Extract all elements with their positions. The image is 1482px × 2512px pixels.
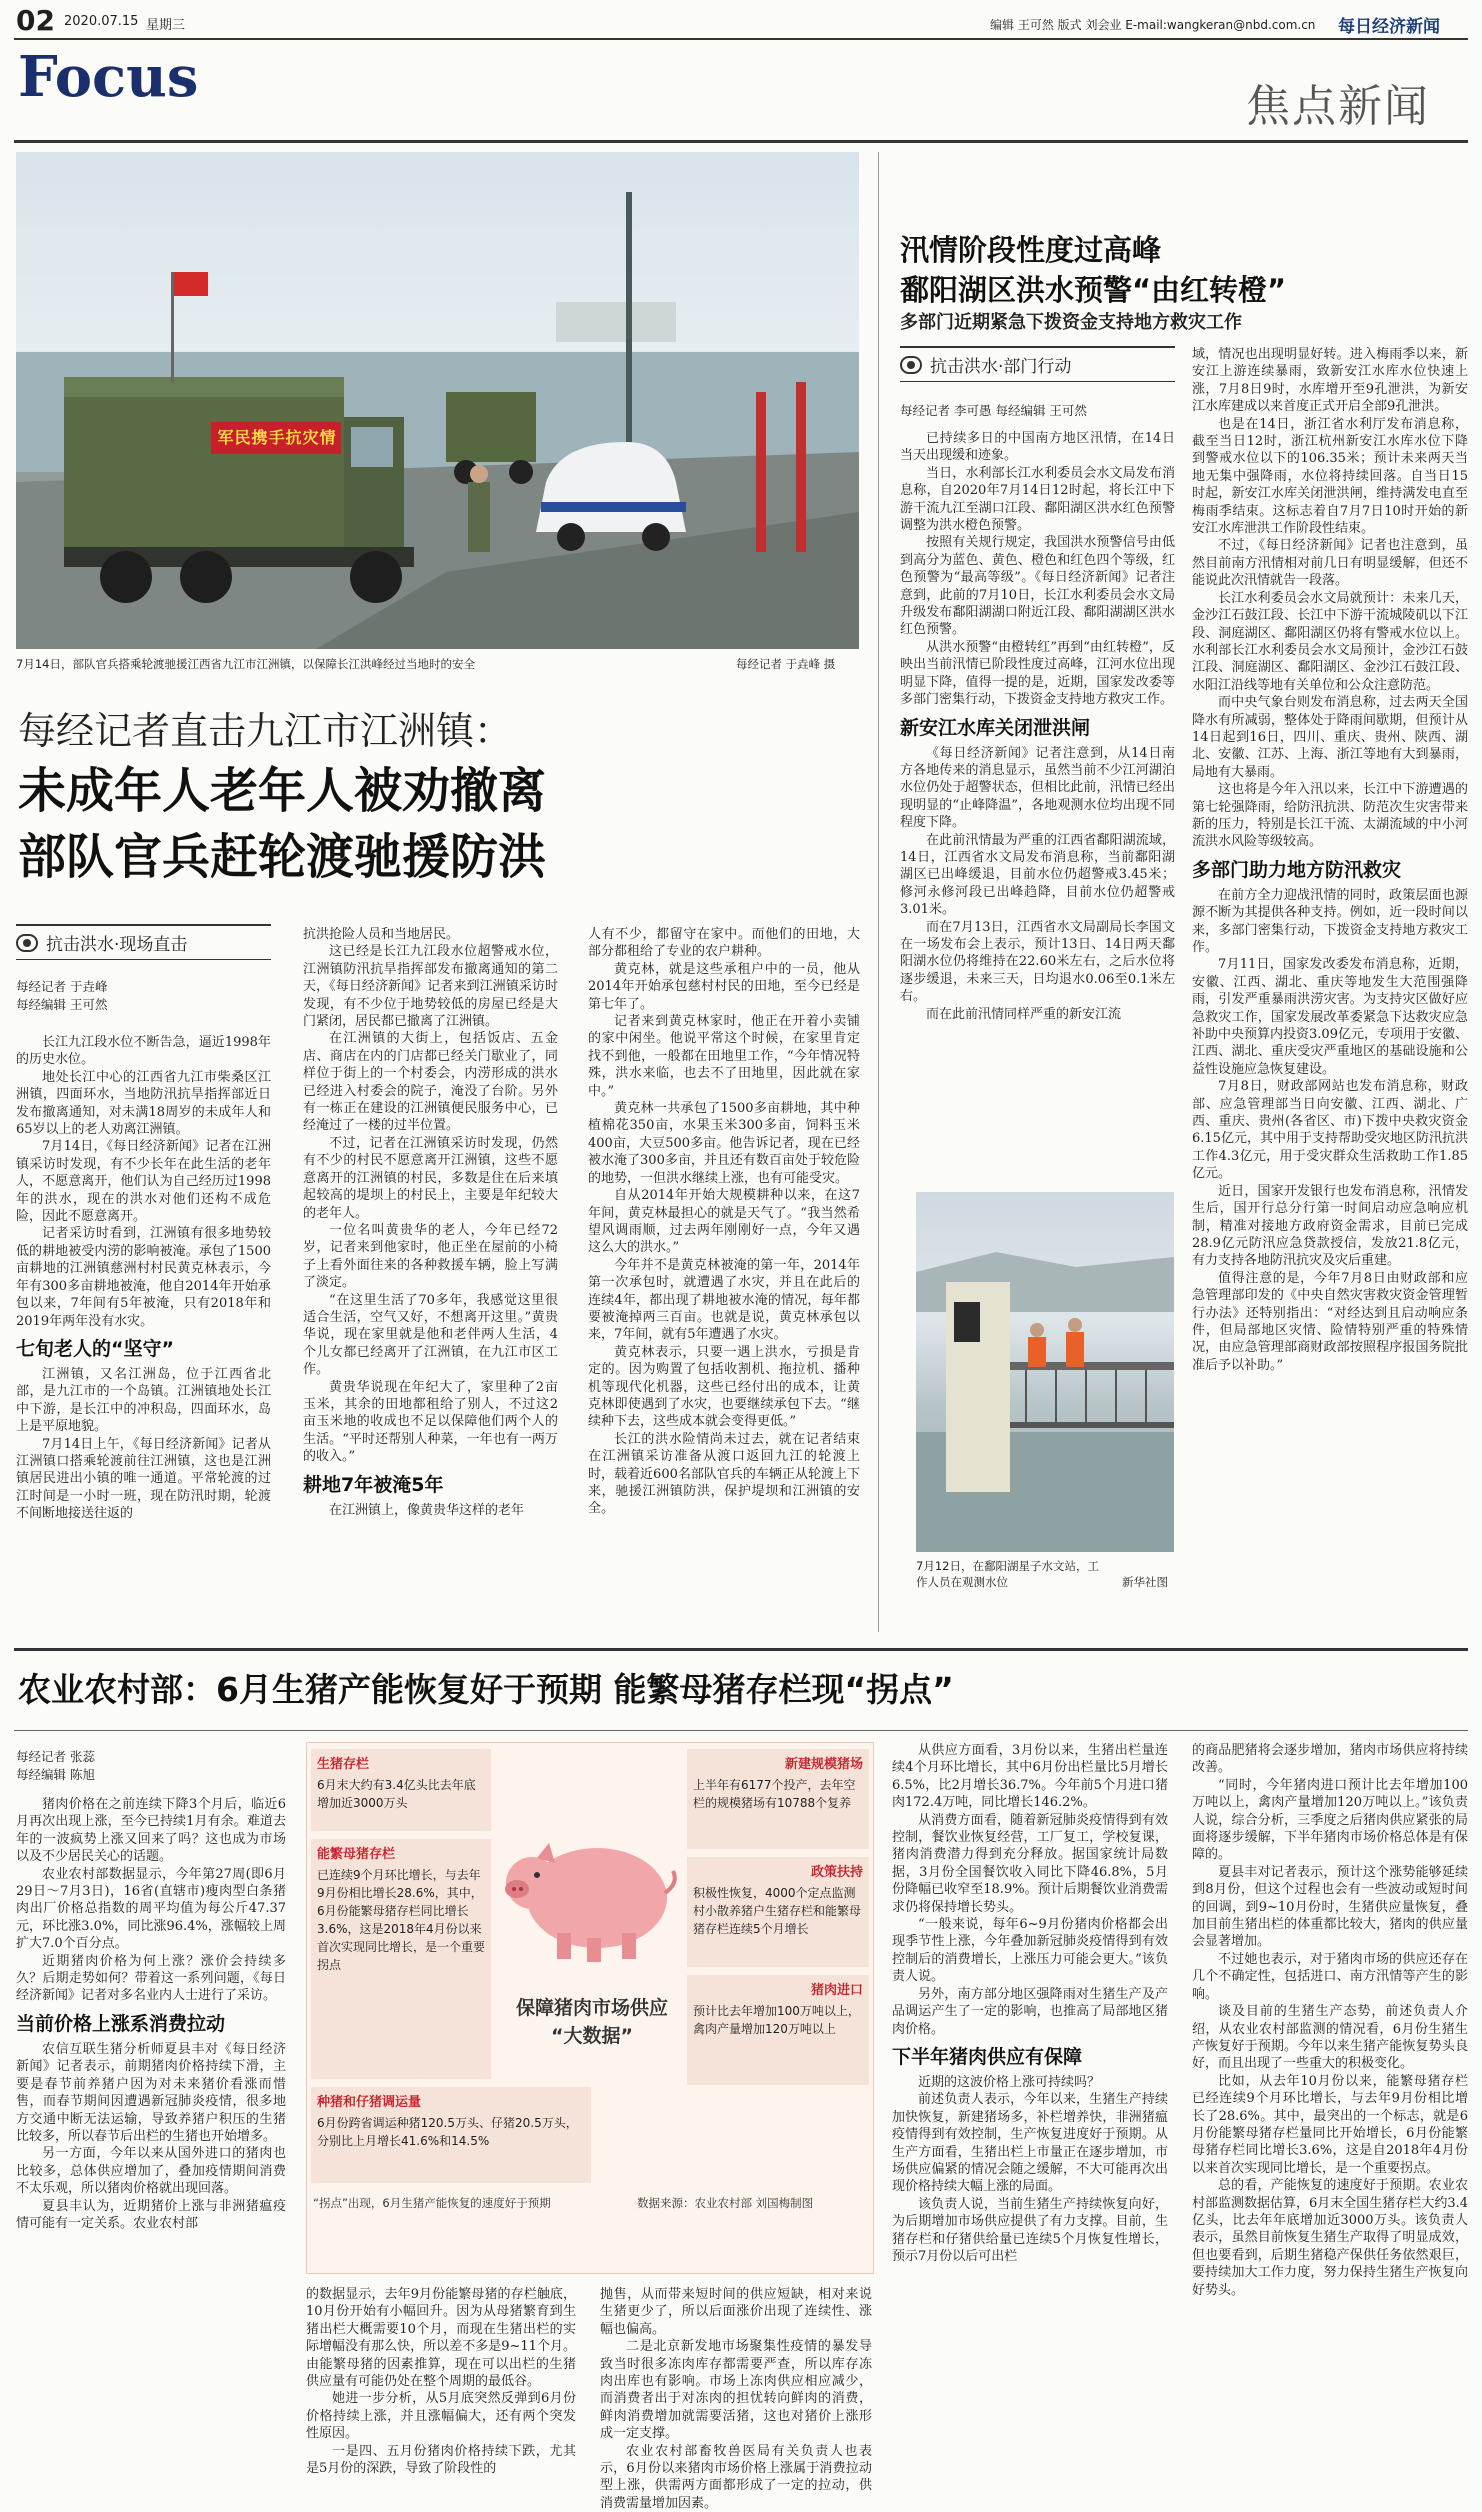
pig-infographic xyxy=(306,1742,874,2274)
paragraph: “同时，今年猪肉进口预计比去年增加100万吨以上，禽肉产量增加120万吨以上。”该负责人说，综合分析，三季度之后猪肉供应紧张的局面将逐步缓解，下半年猪肉市场价格总体是有保障的。 xyxy=(1192,1777,1468,1863)
box-inventory xyxy=(311,1749,491,1831)
paragraph: 不过，记者在江洲镇采访时发现，仍然有不少的村民不愿意离开江洲镇，这些不愿意离开的江洲镇的村民，多数是住在后来填起较高的堤坝上的村民上，主要是年纪较大的老年人。 xyxy=(303,1135,558,1221)
paragraph: 抛售，从而带来短时间的供应短缺，相对来说生猪更少了，所以后面涨价出现了连续性、涨幅也偏高。 xyxy=(600,2287,872,2337)
paragraph: 7月11日，国家发改委发布消息称，近期，安徽、江西、湖北、重庆等地发生大范围强降雨，引发严重暴雨洪涝灾害。为支持灾区做好应急救灾工作，国家发展改革委紧急下达救灾应急补助中央预算内投资3.09亿元，专项用于安徽、江西、湖北、重庆受灾严重地区的基础设施和公益性设施应急恢复建设。 xyxy=(1192,957,1468,1077)
paragraph: 值得注意的是，今年7月8日由财政部和应急管理部印发的《中央自然灾害救灾资金管理暂行办法》还特别指出：“对经达到且启动响应条件，但局部地区灾情、险情特别严重的特殊情况，由应急管理部商财政部按照程序报国务院批准后予以补助。” xyxy=(1192,1270,1468,1373)
subhead-consumption: 当前价格上涨系消费拉动 xyxy=(16,2012,226,2035)
right-photo-credit: 新华社图 xyxy=(1122,1575,1168,1589)
ferry-truck-illustration xyxy=(16,152,859,649)
paragraph: 该负责人说，当前生猪生产持续恢复向好，为后期增加市场供应提供了有力支撑。目前，生猪存栏和仔猪供给量已连续5个月恢复性增长，预示7月份以后可出栏 xyxy=(892,2196,1168,2264)
paragraph: 总的看，产能恢复的速度好于预期。农业农村部监测数据估算，6月末全国生猪存栏大约3.4亿头，比去年年底增加近3000万头。该负责人表示，虽然目前恢复生猪生产取得了明显成效，但也要看到，后期生猪稳产保供任务依然艰巨，要持续加大工作力度，努力保持生猪生产恢复向好势头。 xyxy=(1192,2178,1468,2298)
box-title: 种猪和仔猪调运量 xyxy=(317,2095,422,2110)
paragraph: 这也将是今年入汛以来，长江中下游遭遇的第七轮强降雨，给防汛抗洪、防范次生灾害带来新的压力，特别是长江干流、太湖流域的中小河流洪水风险等级较高。 xyxy=(1192,782,1468,850)
paragraph: 谈及目前的生猪生产态势，前述负责人介绍，从农业农村部监测的情况看，6月份生猪生产恢复好于预期。今年以来生猪产能恢复势头良好，而且出现了一些重大的积极变化。 xyxy=(1192,2004,1468,2072)
paragraph: 一位名叫黄贵华的老人，今年已经72岁，记者来到他家时，他正坐在屋前的小椅子上看外面往来的各种救援车辆，脸上写满了淡定。 xyxy=(303,1222,558,1291)
bottom-column-1 xyxy=(16,1796,286,2444)
box-title: 新建规模猪场 xyxy=(784,1757,863,1772)
paragraph: 而中央气象台则发布消息称，过去两天全国降水有所减弱，整体处于降雨间歇期，但预计从14日起到16日，四川、重庆、贵州、陕西、湖北、安徽、江苏、上海、浙江等地有大到暴雨，局地有大暴雨。 xyxy=(1192,695,1468,780)
paragraph: 人有不少，都留守在家中。而他们的田地，大部分都租给了专业的农户耕种。 xyxy=(588,927,860,960)
bottom-column-3 xyxy=(600,2286,872,2511)
truck-banner: 军民携手抗灾情 xyxy=(217,428,337,447)
paragraph: 记者来到黄克林家时，他正在开着小卖铺的家中闲坐。他说平常这个时候，在家里肯定找不到他，一般都在田地里工作，“今年情况特殊，洪水来临，也去不了田地里，因此就在家中。” xyxy=(588,1014,860,1099)
paragraph: 7月14日，《每日经济新闻》记者在江洲镇采访时发现，有不少长年在此生活的老年人，不愿意离开，他们认为自己经历过1998年的洪水，现在的洪水对他们还构不成危险，因此不愿意离开。 xyxy=(16,1139,271,1225)
editor-line: 每经编辑 王可然 xyxy=(16,997,108,1012)
infographic-footnote: “拐点”出现，6月生猪产能恢复的速度好于预期 xyxy=(313,2196,551,2210)
page-number: 02 xyxy=(16,4,55,37)
paragraph: 夏县丰认为，近期猪价上涨与非洲猪瘟疫情可能有一定关系。农业农村部 xyxy=(16,2198,286,2231)
paragraph: 夏县丰对记者表示，预计这个涨势能够延续到8月份，但这个过程也会有一些波动或短时间的回调，到9~10月份时，生猪供应量恢复，叠加目前生猪出栏的体重都比较大，猪肉的供应量会显著增加。 xyxy=(1192,1864,1468,1950)
top-photo-credit: 每经记者 于垚峰 摄 xyxy=(736,657,836,671)
paragraph: 近期的这波价格上涨可持续吗？ xyxy=(918,2074,1101,2090)
paragraph: 猪肉价格在之前连续下降3个月后，临近6月再次出现上涨，至今已持续1月有余。难道去年的一波疯势上涨又回来了吗？这也成为市场以及不少居民关心的话题。 xyxy=(16,1797,286,1865)
lead-byline xyxy=(16,978,107,1014)
paragraph: 当日，水利部长江水利委员会水文局发布消息称，自2020年7月14日12时起，将长江中下游干流九江至湖口江段、鄱阳湖区洪水红色预警调整为洪水橙色预警。 xyxy=(900,465,1175,534)
paragraph: 抗洪抢险人员和当地居民。 xyxy=(303,927,460,942)
paragraph: 不过，《每日经济新闻》记者也注意到，虽然目前南方汛情相对前几日有明显缓解，但还不能说此次汛情就告一段落。 xyxy=(1192,538,1468,589)
paragraph: 黄克林表示，只要一遇上洪水，亏损是肯定的。因为购置了包括收割机、拖拉机、播种机等现代化机器，这些已经付出的成本，让黄克林即使遇到了水灾，也要继续承包下去。“继续种下去，这些成本就会变得更低。” xyxy=(588,1344,860,1430)
paragraph: 比如，从去年10月份以来，能繁母猪存栏已经连续9个月环比增长，与去年9月份相比增长了28.6%。其中，最突出的一个标志，就是6月份能繁母猪存栏量同比开始增长，6月份能繁母猪存栏同比增长3.6%，这是自2018年4月份以来首次实现同比增长，是一个重要拐点。 xyxy=(1192,2073,1468,2176)
paragraph: 另一方面，今年以来从国外进口的猪肉也比较多，总体供应增加了，叠加疫情期间消费不太乐观，所以猪肉价格就出现回落。 xyxy=(16,2146,286,2197)
worker-2 xyxy=(1066,1318,1084,1367)
lead-headline-1: 未成年人老年人被劝撤离 xyxy=(18,763,547,819)
subhead-supply: 下半年猪肉供应有保障 xyxy=(892,2045,1083,2068)
box-text: 6月末大约有3.4亿头比去年底增加近3000万头 xyxy=(317,1778,476,1810)
lead-column-3 xyxy=(588,926,860,1630)
bottom-column-4 xyxy=(892,1742,1168,2444)
paragraph: 江洲镇，又名江洲岛，位于江西省北部，是九江市的一个岛镇。江洲镇地处长江中下游，是长江中的冲积岛，四面环水，岛上是平原地貌。 xyxy=(16,1366,271,1435)
right-tag: 抗击洪水·部门行动 xyxy=(930,357,1072,377)
box-imports xyxy=(687,1975,869,2085)
bottom-byline xyxy=(16,1748,95,1784)
lead-tag: 抗击洪水·现场直击 xyxy=(46,935,188,955)
paragraph: 而在此前汛情同样严重的新安江流 xyxy=(926,1006,1122,1022)
paragraph: 的商品肥猪将会逐步增加，猪肉市场供应将持续改善。 xyxy=(1192,1743,1468,1776)
right-subtitle: 多部门近期紧急下拨资金支持地方救灾工作 xyxy=(900,312,1242,333)
box-sows xyxy=(311,1839,491,2079)
paragraph: 另外，南方部分地区强降雨对生猪生产及产品调运产生了一定的影响，也推高了局部地区猪肉价格。 xyxy=(892,1986,1168,2037)
paragraph: 今年并不是黄克林被淹的第一年，2014年第一次承包时，就遭遇了水灾，并且在此后的连续4年，都出现了耕地被水淹的情况，每年都要被淹掉两三百亩。也就是说，黄克林承包以来，7年间，就有5年遭遇了水灾。 xyxy=(588,1257,860,1343)
right-headline-2: 鄱阳湖区洪水预警“由红转橙” xyxy=(900,273,1287,307)
paragraph: 已持续多日的中国南方地区汛情，在14日当天出现缓和迹象。 xyxy=(900,431,1175,464)
right-headline-1: 汛情阶段性度过高峰 xyxy=(900,233,1162,267)
paragraph: 从消费方面看，随着新冠肺炎疫情得到有效控制，餐饮业恢复经营，工厂复工，学校复课，猪肉消费潜力得到充分释放。据国家统计局数据，3月份全国餐饮收入同比下降46.8%，5月份降幅已收窄至18.9%。预计后期餐饮业消费需求仍将保持增长势头。 xyxy=(892,1812,1168,1915)
paragraph: 在江洲镇的大街上，包括饭店、五金店、商店在内的门店都已经关门歇业了，同样位于街上的一个村委会，内涝形成的洪水已经进入村委会的院子，淹没了台阶。另外有一栋正在建设的江洲镇便民服务中心，已经淹过了一楼的过半位置。 xyxy=(303,1031,558,1134)
paragraph: 前述负责人表示，今年以来，生猪生产持续加快恢复，新建猪场多，补栏增养快，非洲猪瘟疫情得到有效控制，生产恢复进度好于预期。从生产方面看，生猪出栏上市量正在逐步增加，市场供应偏紧的情况会随之缓解，不大可能再次出现价格持续大幅上涨的局面。 xyxy=(892,2092,1168,2195)
paragraph: 在江洲镇上，像黄贵华这样的老年 xyxy=(329,1502,525,1518)
top-photo-caption: 7月14日，部队官兵搭乘轮渡驰援江西省九江市江洲镇，以保障长江洪峰经过当地时的安全 xyxy=(16,657,475,671)
soldier xyxy=(468,465,490,552)
paragraph: 自从2014年开始大规模耕种以来，在这7年间，黄克林最担心的就是天气了。“我当然希望风调雨顺，过去两年刚刚好一点，今年又遇这么大的洪水。” xyxy=(588,1188,860,1256)
paragraph: 《每日经济新闻》记者注意到，从14日南方各地传来的消息显示，虽然当前不少江河湖泊水位仍处于超警状态，但相比此前，汛情已经出现明显的“止峰降温”，各地观测水位均出现不同程度下降。 xyxy=(900,745,1175,831)
reporter-line: 每经记者 于垚峰 xyxy=(16,979,108,994)
right-column-1 xyxy=(900,430,1175,1190)
pig-icon xyxy=(497,1803,687,1973)
infographic-title-1: 保障猪肉市场供应 xyxy=(515,1997,668,2019)
infographic-source: 数据来源：农业农村部 刘国梅制图 xyxy=(637,2196,814,2210)
paragraph: 的数据显示，去年9月份能繁母猪的存栏触底，10月份开始有小幅回升。因为从母猪繁育到生猪出栏大概需要10个月，而现在生猪出栏的实际增幅没有那么快，所以差不多是9~11个月。由能繁母猪的因素推算，现在可以出栏的生猪供应量有可能仍处在整个周期的最低谷。 xyxy=(306,2287,576,2390)
paragraph: 农业农村部数据显示，今年第27周(即6月29日～7月3日)，16省(直辖市)瘦肉型白条猪肉出厂价格总指数的周平均值为每公斤47.37元，环比涨3.0%，同比涨96.4%，涨幅较上周扩大7.0个百分点。 xyxy=(16,1866,286,1952)
lead-column-2 xyxy=(303,926,558,1630)
box-title: 生猪存栏 xyxy=(317,1757,370,1772)
eye-icon xyxy=(900,356,922,374)
box-text: 预计比去年增加100万吨以上，禽肉产量增加120万吨以上 xyxy=(693,2004,860,2036)
water-gauge-illustration xyxy=(916,1192,1174,1552)
reporter-line: 每经记者 张蕊 xyxy=(16,1749,95,1764)
paragraph: 农业农村部畜牧兽医局有关负责人也表示，6月份以来猪肉市场价格上涨属于消费拉动型上涨，供需两方面都形成了一定的拉动，供消费需量增加因素。 xyxy=(600,2443,872,2511)
paragraph: 不过她也表示，对于猪肉市场的供应还存在几个不确定性，包括进口、南方汛情等产生的影响。 xyxy=(1192,1951,1468,2002)
paragraph: 记者采访时看到，江洲镇有很多地势较低的耕地被受内涝的影响被淹。承包了1500亩耕地的江洲镇慈洲村村民黄克林表示，今年有300多亩耕地被淹，他自2014年开始承包以来，7年间有5年被淹，只有2018年和2019年两年没有水灾。 xyxy=(16,1226,271,1329)
paragraph: 近日，国家开发银行也发布消息称，汛情发生后，国开行总分行第一时间启动应急响应机制，精准对接地方政府资金需求，目前已完成28.9亿元防汛应急贷款授信，发放21.8亿元，有力支持各地防汛抗灾及灾后重建。 xyxy=(1192,1183,1468,1269)
box-text: 积极性恢复，4000个定点监测村小散养猪户生猪存栏和能繁母猪存栏连续5个月增长 xyxy=(693,1886,862,1936)
box-text: 已连续9个月环比增长，与去年9月份相比增长28.6%，其中，6月份能繁母猪存栏同比增长3.6%，这是2018年4月份以来首次实现同比增长，是一个重要拐点 xyxy=(317,1868,486,1972)
lead-kicker: 每经记者直击九江市江洲镇： xyxy=(18,709,513,753)
paragraph: 从洪水预警“由橙转红”再到“由红转橙”，反映出当前汛情已阶段性度过高峰，江河水位出现明显下降，值得一提的是，近期，国家发改委等多部门密集行动，下拨资金支持地方救灾工作。 xyxy=(900,639,1175,708)
paragraph: 黄克林，就是这些承租户中的一员，他从2014年开始承包慈村村民的田地，至今已经是第七年了。 xyxy=(588,961,860,1012)
lead-headline-2: 部队官兵赶轮渡驰援防洪 xyxy=(18,829,547,885)
paragraph: “在这里生活了70多年，我感觉这里很适合生活，空气又好，不想离开这里。”黄贵华说，现在家里就是他和老伴两人生活，4个儿女都已经离开了江洲镇，在九江市区工作。 xyxy=(303,1292,558,1378)
paragraph: 黄克林一共承包了1500多亩耕地，其中种植棉花350亩，水果玉米300多亩，饲料玉米400亩，大豆500多亩。他告诉记者，现在已经被水淹了300多亩，并且还有数百亩处于较危险的地势，一但洪水继续上涨，也有可能受灾。 xyxy=(588,1101,860,1186)
box-policy xyxy=(687,1857,869,1967)
lead-tag-bar xyxy=(16,924,271,960)
top-photo xyxy=(16,152,859,649)
paragraph: 7月8日，财政部网站也发布消息称，财政部、应急管理部当日向安徽、江西、湖北、广西、重庆、贵州(各省区、市)下拨中央救灾资金6.15亿元，其中用于支持帮助受灾地区防汛抗洪工作4.3亿元，用于受灾群众生活救助工作1.85亿元。 xyxy=(1192,1079,1468,1182)
editor-line: 每经编辑 陈旭 xyxy=(16,1767,95,1782)
subhead-departments: 多部门助力地方防汛救灾 xyxy=(1192,858,1402,881)
paragraph: 长江水利委员会水文局就预计：未来几天，金沙江石鼓江段、长江中下游干流城陵矶以下江段、洞庭湖区、鄱阳湖区仍将有警戒水位以上。水利部长江水利委员会水文局预计，金沙江石鼓江段、洞庭湖区、鄱阳湖区、金沙江石鼓江段、水阳江沿线等地有关单位和公众注意防范。 xyxy=(1192,590,1468,693)
paragraph: 在此前汛情最为严重的江西省鄱阳湖流域，14日，江西省水文局发布消息称，当前鄱阳湖湖区已出峰缓退，目前水位仍超警戒3.45米；修河永修河段已出峰趋降，目前水位仍超警戒3.01米。 xyxy=(900,832,1175,918)
box-title: 政策扶持 xyxy=(810,1865,863,1880)
editor-info: 编辑 王可然 版式 刘会业 E-mail:wangkeran@nbd.com.cn xyxy=(990,18,1316,32)
right-column-2 xyxy=(1192,346,1468,1632)
paragraph: 7月14日上午，《每日经济新闻》记者从江洲镇口搭乘轮渡前往江洲镇，这也是江洲镇居民进出小镇的唯一通道。平常轮渡的过江时间是一小时一班，现在防汛时期，轮渡不间断地接送往返的 xyxy=(16,1436,271,1522)
paragraph: 黄贵华说现在年纪大了，家里种了2亩玉米，其余的田地都租给了别人，不过这2亩玉米地的收成也不足以保障他们两个人的生活。“平时还帮别人种菜，一年也有一两万的收入。” xyxy=(303,1379,558,1465)
paragraph: 长江九江段水位不断告急，逼近1998年的历史水位。 xyxy=(16,1035,271,1068)
paragraph: 二是北京新发地市场聚集性疫情的暴发导致当时很多冻肉库存都需要严查，所以库存冻肉出库也有影响。市场上冻肉供应相应减少，而消费者出于对冻肉的担忧转向鲜肉的消费，鲜肉消费增加就需要活猪，这也对猪价上涨形成一定支撑。 xyxy=(600,2339,872,2442)
paragraph: 地处长江中心的江西省九江市柴桑区江洲镇，四面环水，当地防汛抗旱指挥部近日发布撤离通知，对未满18周岁的未成年人和65岁以上的老人劝离江洲镇。 xyxy=(16,1069,271,1138)
right-tag-bar xyxy=(900,346,1175,382)
paragraph: 按照有关规行规定，我国洪水预警信号由低到高分为蓝色、黄色、橙色和红色四个等级，红色预警为“最高等级”。《每日经济新闻》记者注意到，此前的7月10日，长江水利委员会水文局升级发布鄱阳湖湖口附近江段、鄱阳湖湖区洪水红色预警。 xyxy=(900,535,1175,638)
paragraph: 一是四、五月份猪肉价格持续下跌，尤其是5月份的深跌，导致了阶段性的 xyxy=(306,2443,576,2477)
section-title-cn: 焦点新闻 xyxy=(1246,81,1430,132)
issue-date: 2020.07.15 xyxy=(64,14,139,29)
box-new-farms xyxy=(687,1749,869,1849)
subhead-farmland: 耕地7年被淹5年 xyxy=(303,1473,444,1496)
paragraph: 而在7月13日，江西省水文局副局长李国文在一场发布会上表示，预计13日、14日两天鄱阳湖水位仍将维持在22.60米左右，之后水位将逐步缓退，未来三天，日均退水0.06至0.1米左右。 xyxy=(900,919,1175,1005)
paragraph: 这已经是长江九江段水位超警戒水位，江洲镇防汛抗旱指挥部发布撤离通知的第二天，《每日经济新闻》记者来到江洲镇采访时发现，有不少位于地势较低的房屋已经是大门紧闭，居民都已撤离了江洲镇。 xyxy=(303,944,558,1030)
worker-1 xyxy=(1028,1323,1046,1367)
paragraph: 在前方全力迎战汛情的同时，政策层面也源源不断为其提供各种支持。例如，近一段时间以来，多部门密集行动，下拨资金支持地方救灾工作。 xyxy=(1192,887,1468,955)
paragraph: 域，情况也出现明显好转。进入梅雨季以来，新安江上游连续暴雨，致新安江水库水位快速上涨，7月8日9时，水库增开至9孔泄洪，为新安江水库建成以来首度正式开启全部9孔泄洪。 xyxy=(1192,347,1468,415)
box-text: 6月份跨省调运种猪120.5万头、仔猪20.5万头，分别比上月增长41.6%和14.5% xyxy=(317,2116,578,2148)
right-photo-caption: 7月12日，在鄱阳湖星子水文站，工作人员在观测水位 xyxy=(916,1559,1099,1589)
box-text: 上半年有6177个投产，去年空栏的规模猪场有10788个复养 xyxy=(693,1778,856,1810)
right-photo xyxy=(916,1192,1174,1552)
bottom-column-2 xyxy=(306,2286,576,2477)
paragraph: “一般来说，每年6~9月份猪肉价格都会出现季节性上涨，今年叠加新冠肺炎疫情得到有效控制后的消费增长，上涨压力可能会更大。”该负责人说。 xyxy=(892,1917,1168,1985)
paragraph: 从供应方面看，3月份以来，生猪出栏量连续4个月环比增长，其中6月份出栏量比5月增长6.5%，比2月增长36.7%。今年前5个月进口猪肉172.4万吨，同比增长146.2%。 xyxy=(892,1743,1168,1811)
box-title: 能繁母猪存栏 xyxy=(317,1847,396,1862)
subhead-xinanjiang: 新安江水库关闭泄洪闸 xyxy=(900,716,1091,739)
paragraph: 农信互联生猪分析师夏县丰对《每日经济新闻》记者表示，前期猪肉价格持续下滑，主要是春节前养猪户因为对未来猪价看涨而惜售，而春节期间因遭遇新冠肺炎疫情，很多地方交通中断无法运输，导致养猪户积压的生猪比较多，所以春节后出栏的生猪也开始增多。 xyxy=(16,2041,286,2144)
bottom-headline: 农业农村部：6月生猪产能恢复好于预期 能繁母猪存栏现“拐点” xyxy=(18,1670,954,1709)
eye-icon xyxy=(16,934,38,952)
paragraph: 她进一步分析，从5月底突然反弹到6月份价格持续上涨，并且涨幅偏大，还有两个突发性原因。 xyxy=(306,2391,576,2442)
paper-name: 每日经济新闻 xyxy=(1338,17,1440,37)
box-title: 猪肉进口 xyxy=(810,1983,863,1998)
bottom-column-5 xyxy=(1192,1742,1468,2444)
subhead-elderly: 七旬老人的“坚守” xyxy=(16,1337,174,1360)
paragraph: 长江的洪水险情尚未过去，就在记者结束在江洲镇采访准备从渡口返回九江的轮渡上时，载着近600名部队官兵的车辆正从轮渡上下来，驰援江洲镇防洪，保护堤坝和江洲镇的安全。 xyxy=(588,1431,860,1517)
paragraph: 近期猪肉价格为何上涨？涨价会持续多久？后期走势如何？带着这一系列问题，《每日经济新闻》记者对多名业内人士进行了采访。 xyxy=(16,1953,286,2004)
section-title-en: Focus xyxy=(18,44,199,110)
issue-weekday: 星期三 xyxy=(146,18,186,33)
paragraph: 也是在14日，浙江省水利厅发布消息称，截至当日12时，浙江杭州新安江水库水位下降到警戒水位以下的106.35米；预计未来两天当地无集中强降雨，水位将持续回落。自当日15时起，新安江水库关闭泄洪闸，维持满发电直至梅雨季结束。这标志着自7月7日10时开始的新安江水库泄洪工作阶段性结束。 xyxy=(1192,416,1468,537)
box-transport xyxy=(311,2087,591,2183)
infographic-title-2: “大数据” xyxy=(551,2025,633,2047)
right-byline: 每经记者 李可愚 每经编辑 王可然 xyxy=(900,403,1087,418)
lead-column-1 xyxy=(16,1034,271,1630)
